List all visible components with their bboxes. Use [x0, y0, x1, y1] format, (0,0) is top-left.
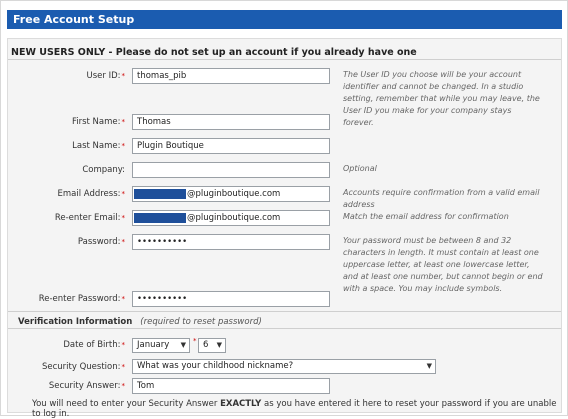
user-id-input[interactable]: thomas_pib — [132, 68, 330, 84]
email-label: Email Address:* — [57, 189, 125, 199]
divider — [8, 59, 561, 60]
company-help: Optional — [343, 164, 377, 173]
dob-day-select[interactable]: 6 ▼ — [198, 338, 226, 353]
password-confirm-input[interactable]: •••••••••• — [132, 291, 330, 307]
verification-title: Verification Information (required to reset password) — [18, 317, 262, 327]
dob-month-select[interactable]: January ▼ — [132, 338, 190, 353]
email-help: Accounts require confirmation from a valid email address — [343, 188, 540, 209]
redacted-mask — [134, 213, 186, 223]
password-help: Your password must be between 8 and 32 characters in length. It must contain at least one uppercase letter, at least one lowercase letter, and at least one number, but cannot begin or end with a space. You may include symbols. — [343, 236, 543, 293]
divider — [8, 311, 561, 312]
dob-label: Date of Birth:* — [63, 340, 125, 350]
new-users-notice: NEW USERS ONLY - Please do not set up an account if you already have one — [11, 47, 417, 58]
company-label: Company: — [82, 165, 125, 175]
password-label: Password:* — [77, 237, 125, 247]
email-confirm-label: Re-enter Email:* — [54, 213, 125, 223]
email-input[interactable]: @pluginboutique.com — [132, 186, 330, 202]
password-input[interactable]: •••••••••• — [132, 234, 330, 250]
last-name-label: Last Name:* — [72, 141, 125, 151]
security-question-label: Security Question:* — [42, 362, 125, 372]
first-name-label: First Name:* — [71, 117, 125, 127]
security-question-select[interactable]: What was your childhood nickname? ▼ — [132, 359, 436, 374]
company-input[interactable] — [132, 162, 330, 178]
redacted-mask — [134, 189, 186, 199]
security-answer-note: You will need to enter your Security Answer EXACTLY as you have entered it here to reset your password if you are unable to log in. — [32, 399, 557, 419]
password-confirm-label: Re-enter Password:* — [38, 294, 125, 304]
email-confirm-help: Match the email address for confirmation — [343, 212, 509, 221]
caret-down-icon: ▼ — [180, 341, 186, 349]
first-name-input[interactable]: Thomas — [132, 114, 330, 130]
security-answer-label: Security Answer:* — [48, 381, 125, 391]
user-id-label: User ID:* — [86, 71, 125, 81]
page-title: Free Account Setup — [7, 10, 562, 29]
required-marker: * — [193, 337, 197, 345]
security-answer-input[interactable]: Tom — [132, 378, 330, 394]
caret-down-icon: ▼ — [216, 341, 222, 349]
last-name-input[interactable]: Plugin Boutique — [132, 138, 330, 154]
caret-down-icon: ▼ — [426, 362, 432, 370]
user-id-help: The User ID you choose will be your account identifier and cannot be changed. In a studio setting, remember that while you may leave, the User ID you make for your company stays forever. — [343, 70, 540, 127]
divider — [8, 328, 561, 329]
email-confirm-input[interactable]: @pluginboutique.com — [132, 210, 330, 226]
